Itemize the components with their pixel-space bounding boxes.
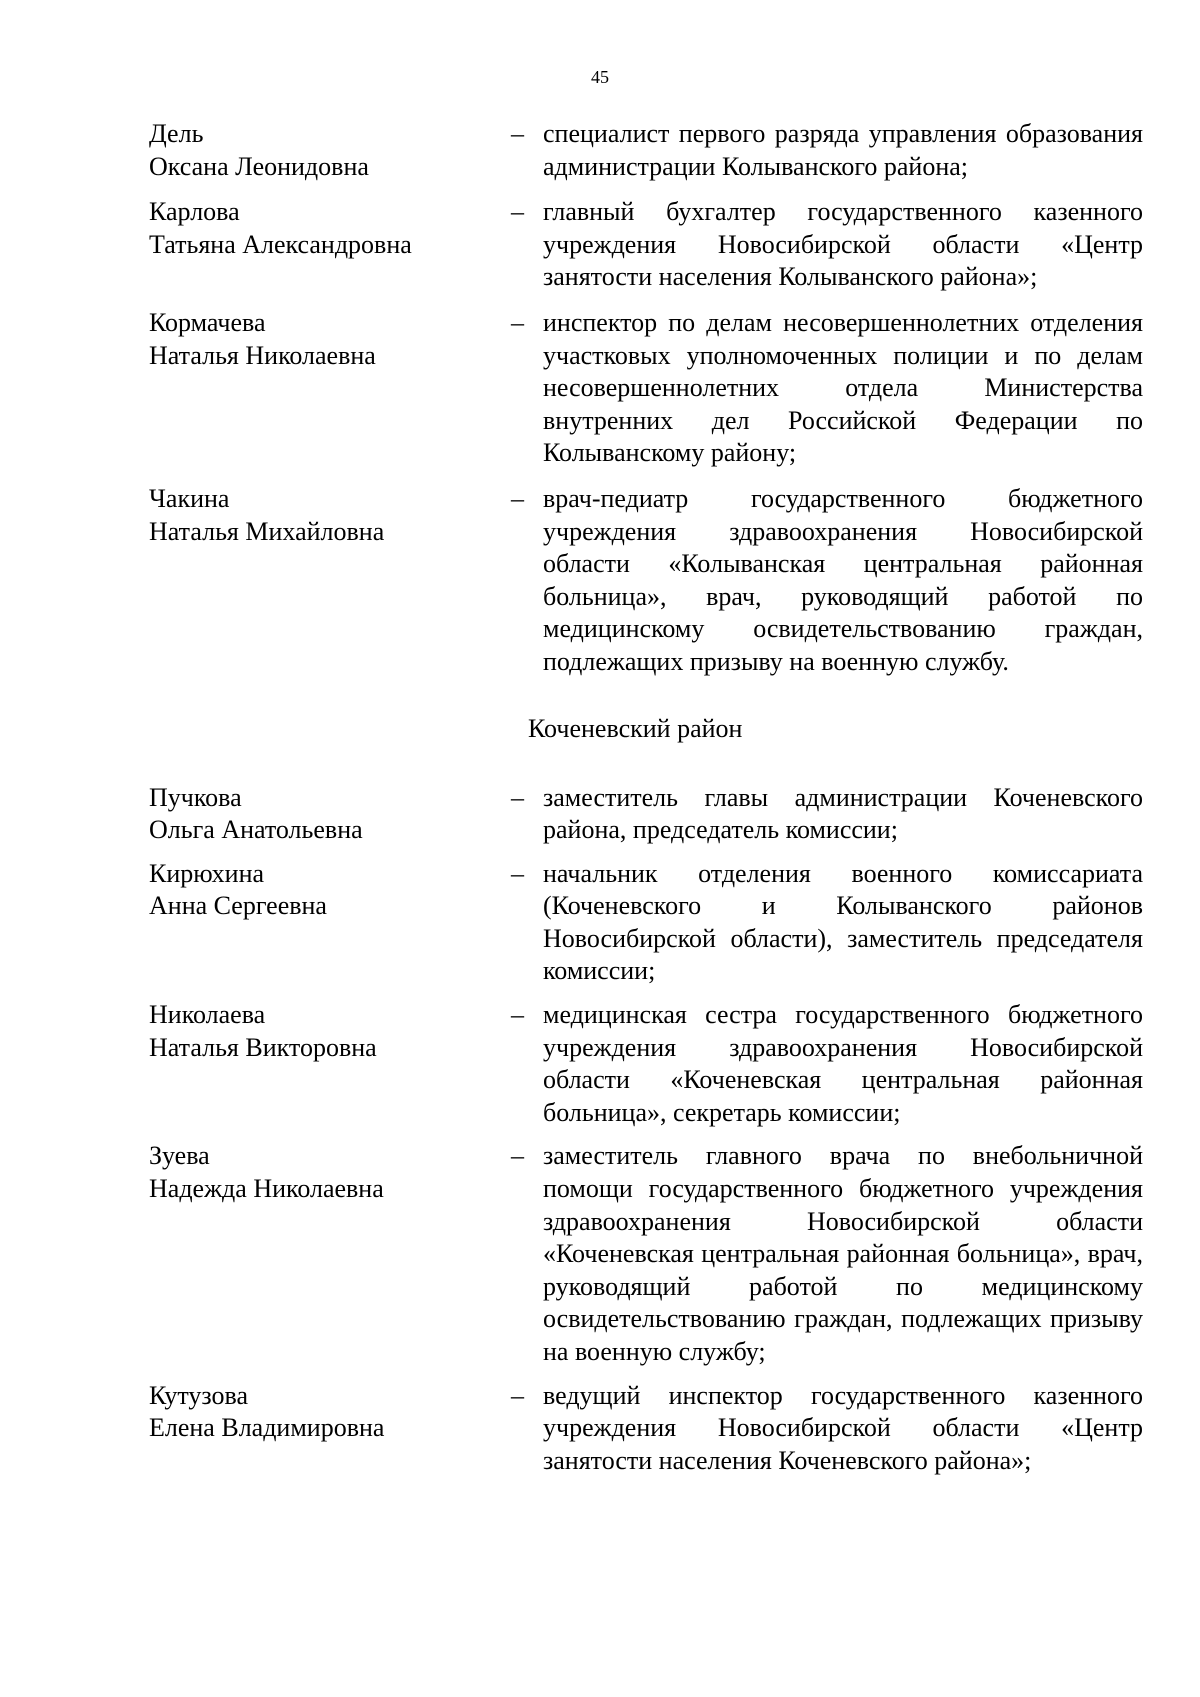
member-entry — [149, 118, 1143, 183]
member-given-names: Оксана Леонидовна — [149, 151, 369, 181]
member-position: заместитель главного врача по внебольничной помощи государственного бюджетного учреждения здравоохранения Новосибирской области «Коченевская центральная районная больница», врач, руководящий работой по медицинскому освидетельствованию граждан, подлежащих призыву на военную службу; — [543, 1141, 1143, 1366]
member-given-names: Наталья Викторовна — [149, 1032, 377, 1062]
member-name — [149, 483, 511, 548]
member-surname: Карлова — [149, 197, 240, 227]
member-position: врач-педиатр государственного бюджетного учреждения здравоохранения Новосибирской области «Колыванская центральная районная больница», врач, руководящий работой по медицинскому освидетельствованию граждан, подлежащих призыву на военную службу. — [543, 483, 1143, 676]
member-position: медицинская сестра государственного бюджетного учреждения здравоохранения Новосибирской области «Коченевская центральная районная больница», секретарь комиссии; — [543, 1000, 1143, 1127]
member-entry — [149, 483, 1143, 679]
member-surname: Зуева — [149, 1141, 210, 1171]
dash-separator: – — [511, 197, 524, 227]
member-position: ведущий инспектор государственного казенного учреждения Новосибирской области «Центр занятости населения Коченевского района»; — [543, 1380, 1143, 1475]
member-given-names: Надежда Николаевна — [149, 1174, 384, 1204]
page-number: 45 — [591, 67, 609, 87]
member-name — [149, 858, 511, 923]
dash-separator: – — [511, 119, 524, 148]
document-body — [149, 118, 1143, 1477]
dash-separator: – — [511, 782, 524, 812]
member-given-names: Елена Владимировна — [149, 1413, 385, 1443]
member-name — [149, 307, 511, 372]
section-heading: Коченевский район — [528, 713, 743, 743]
member-entry — [149, 858, 1143, 988]
member-position: начальник отделения военного комиссариата (Коченевского и Колыванского районов Новосибирской области), заместитель председателя комиссии; — [543, 858, 1143, 986]
member-surname: Николаева — [149, 1000, 266, 1030]
member-given-names: Ольга Анатольевна — [149, 815, 363, 845]
member-surname: Кормачева — [149, 307, 266, 337]
member-name — [149, 999, 511, 1064]
member-given-names: Наталья Михайловна — [149, 516, 385, 546]
member-position: инспектор по делам несовершеннолетних отделения участковых уполномоченных полиции и по делам несовершеннолетних отдела Министерства внутренних дел Российской Федерации по Колыванскому району; — [543, 307, 1143, 468]
member-given-names: Анна Сергеевна — [149, 891, 327, 921]
member-surname: Дель — [149, 119, 204, 148]
member-position: специалист первого разряда управления образования администрации Колыванского района; — [543, 119, 1143, 181]
member-entry — [149, 196, 1143, 294]
member-name — [149, 782, 511, 847]
member-surname: Кирюхина — [149, 858, 265, 888]
member-name — [149, 118, 511, 183]
dash-separator: – — [511, 1141, 524, 1171]
dash-separator: – — [511, 483, 524, 513]
member-name — [149, 1140, 511, 1205]
member-position: заместитель главы администрации Коченевского района, председатель комиссии; — [543, 782, 1143, 845]
member-surname: Кутузова — [149, 1380, 248, 1410]
member-surname: Чакина — [149, 483, 230, 513]
member-name — [149, 196, 511, 261]
dash-separator: – — [511, 1380, 524, 1410]
member-entry — [149, 307, 1143, 470]
member-given-names: Татьяна Александровна — [149, 229, 412, 259]
member-entry — [149, 782, 1143, 847]
member-name — [149, 1380, 511, 1445]
member-position: главный бухгалтер государственного казенного учреждения Новосибирской области «Центр занятости населения Колыванского района»; — [543, 197, 1143, 292]
dash-separator: – — [511, 307, 524, 337]
member-surname: Пучкова — [149, 782, 242, 812]
member-entry — [149, 999, 1143, 1129]
member-entry — [149, 1380, 1143, 1478]
dash-separator: – — [511, 858, 524, 888]
member-entry — [149, 1140, 1143, 1368]
dash-separator: – — [511, 1000, 524, 1030]
member-given-names: Наталья Николаевна — [149, 340, 376, 370]
